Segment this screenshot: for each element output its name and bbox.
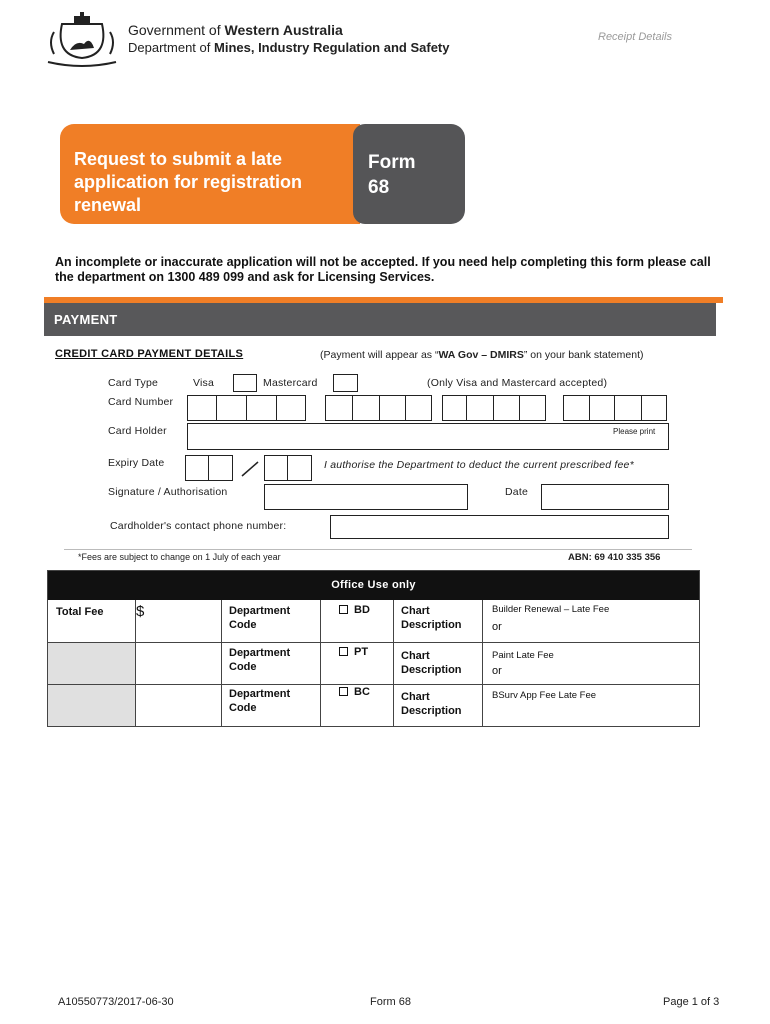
section-divider	[64, 549, 692, 550]
credit-card-heading: CREDIT CARD PAYMENT DETAILS	[55, 348, 244, 360]
department-code-label: Department Code	[229, 605, 291, 631]
phone-input[interactable]	[330, 515, 669, 539]
department-code-label: Department Code	[229, 647, 291, 673]
signature-input[interactable]	[264, 484, 468, 510]
fee-description: Paint Late Fee	[492, 650, 554, 661]
card-type-label: Card Type	[108, 377, 159, 389]
please-print-note: Please print	[613, 427, 656, 436]
chart-description-label: Chart Description	[401, 605, 462, 631]
abn-number: ABN: 69 410 335 356	[568, 552, 661, 563]
wa-crest-logo	[40, 12, 124, 70]
or-label: or	[492, 621, 502, 633]
document-id: A10550773/2017-06-30	[58, 996, 174, 1008]
signature-label: Signature / Authorisation	[108, 486, 228, 498]
bank-statement-note: (Payment will appear as “WA Gov – DMIRS” on your bank statement)	[320, 349, 644, 361]
government-line: Government of Western Australia	[128, 22, 343, 38]
date-input[interactable]	[541, 484, 669, 510]
mastercard-checkbox[interactable]	[333, 374, 358, 392]
receipt-details-label: Receipt Details	[598, 31, 672, 43]
office-use-heading: Office Use only	[48, 571, 699, 600]
authorise-statement: I authorise the Department to deduct the current prescribed fee*	[324, 459, 634, 471]
total-fee-label: Total Fee	[56, 606, 104, 618]
incomplete-notice: An incomplete or inaccurate application will not be accepted. If you need help completing this form please call the department on 1300 489 099 and ask for Licensing Services.	[55, 255, 711, 284]
card-number-group-3[interactable]	[443, 395, 546, 421]
mastercard-label: Mastercard	[263, 377, 318, 389]
card-number-group-1[interactable]	[188, 395, 306, 421]
phone-label: Cardholder's contact phone number:	[110, 520, 287, 532]
expiry-slash	[240, 458, 260, 478]
card-number-label: Card Number	[108, 396, 174, 408]
card-holder-label: Card Holder	[108, 425, 167, 437]
or-label: or	[492, 665, 502, 677]
office-use-table	[47, 570, 700, 727]
visa-checkbox[interactable]	[233, 374, 257, 392]
bd-checkbox-icon	[339, 605, 348, 614]
form-number: Form 68	[368, 152, 416, 198]
payment-section-label: PAYMENT	[54, 312, 118, 327]
fees-note: *Fees are subject to change on 1 July of each year	[78, 552, 281, 562]
card-number-group-2[interactable]	[326, 395, 432, 421]
accepted-cards-note: (Only Visa and Mastercard accepted)	[427, 377, 608, 389]
visa-label: Visa	[193, 377, 215, 389]
expiry-date-label: Expiry Date	[108, 457, 165, 469]
pt-checkbox-icon	[339, 647, 348, 656]
department-code-label: Department Code	[229, 688, 291, 714]
expiry-year-input[interactable]	[265, 455, 312, 481]
card-number-group-4[interactable]	[564, 395, 667, 421]
form-title: Request to submit a late application for registration renewal	[74, 149, 303, 215]
chart-description-label: Chart Description	[401, 691, 462, 717]
bc-checkbox-icon	[339, 687, 348, 696]
fee-description: Builder Renewal – Late Fee	[492, 604, 610, 615]
footer-form-label: Form 68	[370, 996, 411, 1008]
department-line: Department of Mines, Industry Regulation and Safety	[128, 40, 450, 55]
chart-description-label: Chart Description	[401, 650, 462, 676]
card-holder-input[interactable]	[187, 423, 669, 450]
bc-code[interactable]: BC	[339, 685, 370, 699]
expiry-month-input[interactable]	[186, 455, 233, 481]
total-fee-input[interactable]: $	[136, 603, 145, 620]
pt-code[interactable]: PT	[339, 645, 368, 659]
fee-description: BSurv App Fee Late Fee	[492, 690, 597, 701]
date-label: Date	[505, 486, 528, 498]
payment-section-bar	[44, 303, 716, 336]
page-number: Page 1 of 3	[663, 996, 720, 1008]
bd-code[interactable]: BD	[339, 603, 370, 617]
